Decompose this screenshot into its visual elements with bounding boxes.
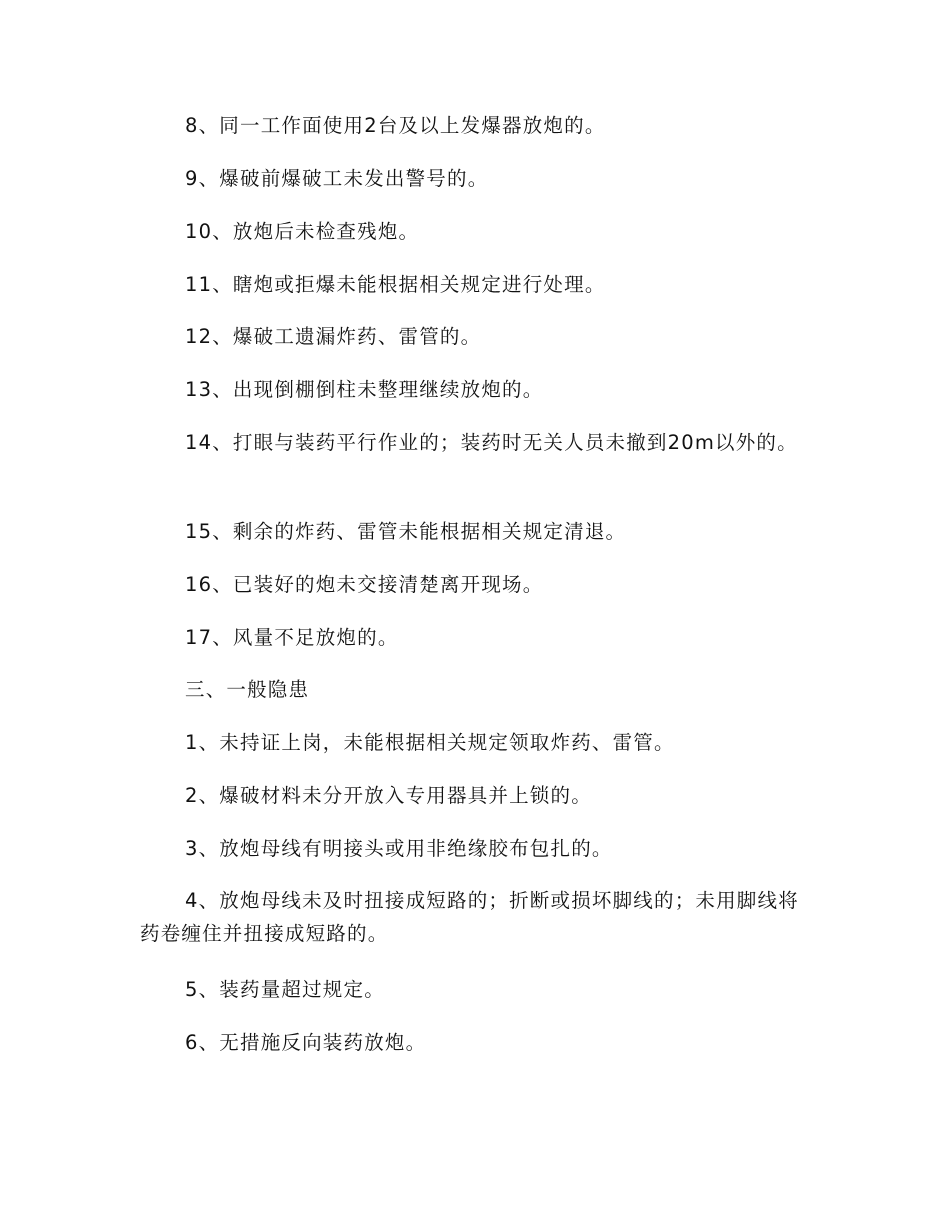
paragraph-item-9: 9、爆破前爆破工未发出警号的。 [185, 167, 489, 190]
paragraph-item-8: 8、同一工作面使用2台及以上发爆器放炮的。 [185, 114, 606, 137]
paragraph-item-11: 11、瞎炮或拒爆未能根据相关规定进行处理。 [185, 273, 606, 296]
paragraph-item-14: 14、打眼与装药平行作业的；装药时无关人员未撤到20m以外的。 [185, 431, 798, 454]
paragraph-item-17: 17、风量不足放炮的。 [185, 626, 399, 649]
paragraph-item-16: 16、已装好的炮未交接清楚离开现场。 [185, 573, 544, 596]
paragraph-item-1: 1、未持证上岗，未能根据相关规定领取炸药、雷管。 [185, 731, 675, 754]
paragraph-item-4: 4、放炮母线未及时扭接成短路的；折断或损坏脚线的；未用脚线将药卷缠住并扭接成短路的。 [140, 889, 799, 945]
paragraph-item-15: 15、剩余的炸药、雷管未能根据相关规定清退。 [185, 520, 627, 543]
paragraph-item-12: 12、爆破工遗漏炸药、雷管的。 [185, 325, 482, 348]
paragraph-item-3: 3、放炮母线有明接头或用非绝缘胶布包扎的。 [185, 837, 613, 860]
section-heading: 三、一般隐患 [185, 678, 310, 701]
paragraph-item-10: 10、放炮后未检查残炮。 [185, 220, 420, 243]
paragraph-item-5: 5、装药量超过规定。 [185, 978, 385, 1001]
paragraph-item-2: 2、爆破材料未分开放入专用器具并上锁的。 [185, 784, 592, 807]
paragraph-item-13: 13、出现倒棚倒柱未整理继续放炮的。 [185, 378, 544, 401]
paragraph-item-6: 6、无措施反向装药放炮。 [185, 1031, 427, 1054]
